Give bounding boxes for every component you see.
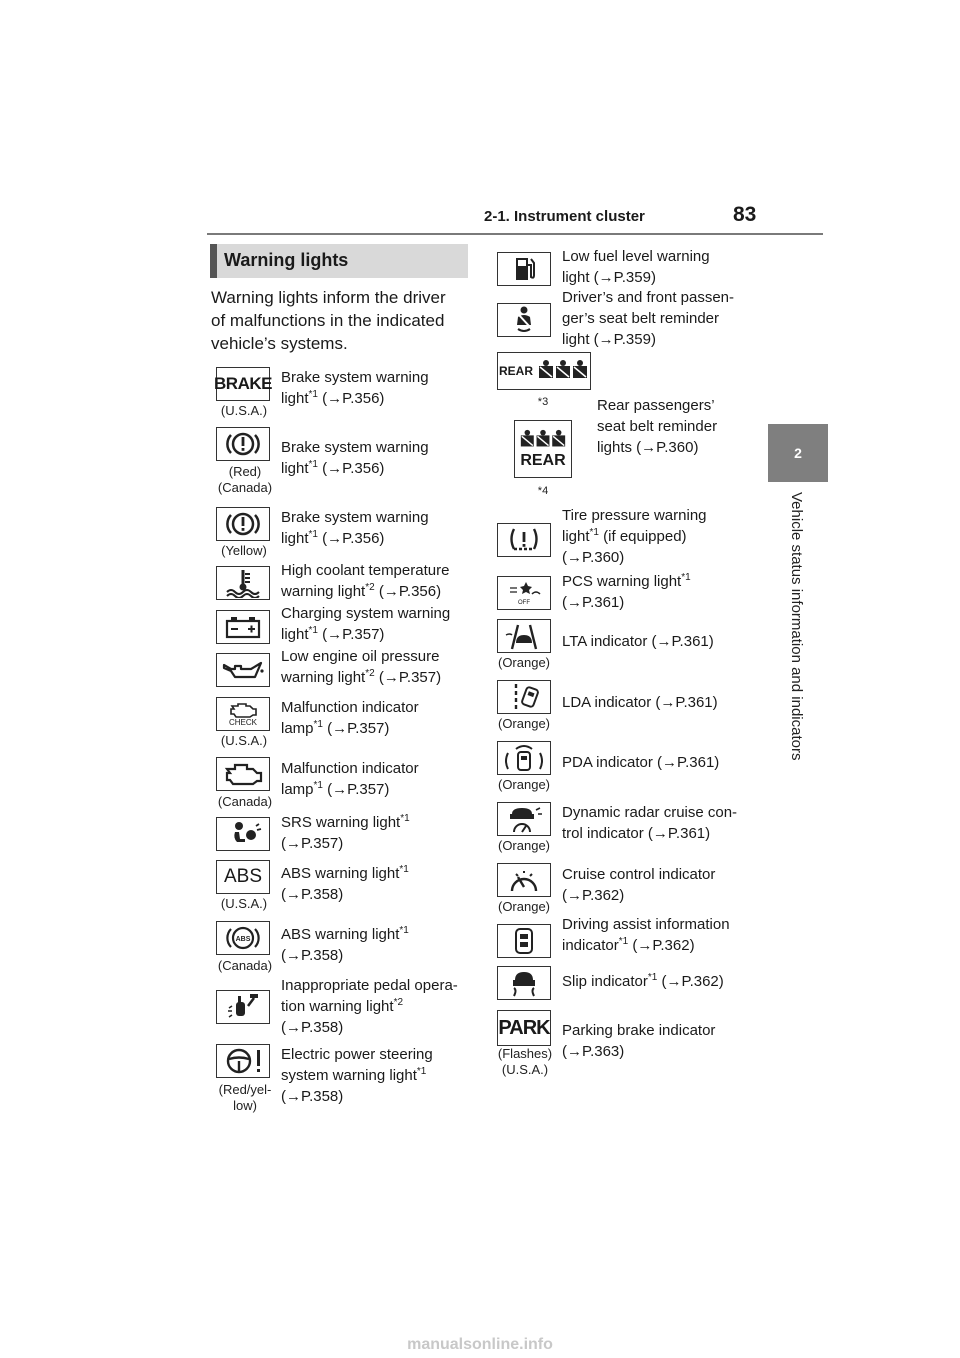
desc-line: Malfunction indicator (281, 760, 419, 777)
desc-line: Rear passengers’ (597, 397, 715, 414)
footnote-mark: *1 (618, 936, 629, 947)
desc-line: trol indicator (→P.361) (562, 825, 711, 842)
page-ref: (→P.358) (281, 947, 344, 964)
warning-description (281, 758, 481, 800)
footnote-mark: *2 (365, 668, 375, 679)
warning-description (281, 507, 481, 549)
cruise-control-icon (497, 863, 551, 897)
desc-line: PDA indicator (→P.361) (562, 754, 720, 771)
rear-seatbelt-icon (497, 352, 591, 390)
footnote-mark: *1 (416, 1066, 427, 1077)
lane-departure-icon (497, 680, 551, 714)
oil-can-icon (216, 653, 270, 687)
desc-line: tion warning light (281, 998, 394, 1015)
icon-label: ABS (235, 936, 251, 943)
page-ref: (→P.357) (322, 720, 390, 737)
footnote-caption: *3 (537, 396, 549, 408)
footnote-mark: *1 (308, 389, 318, 400)
seatbelt-icon (497, 303, 551, 337)
desc-line: Parking brake indicator (562, 1022, 716, 1039)
desc-line: system warning light (281, 1067, 417, 1084)
icon-caption: (Orange) (497, 655, 551, 670)
section-header-title: 2-1. Instrument cluster (484, 208, 645, 225)
intro-line: vehicle’s systems. (211, 334, 348, 353)
desc-line: light (562, 528, 590, 545)
footnote-mark: *2 (393, 997, 404, 1008)
page-ref: (→P.362) (657, 973, 724, 990)
brake-circle-warning-icon (216, 507, 270, 541)
desc-line: Driver’s and front passen- (562, 289, 735, 306)
footnote-mark: *1 (400, 813, 410, 824)
header-divider (207, 233, 823, 235)
page-ref: (→P.357) (317, 626, 385, 643)
pedal-warning-icon (216, 990, 270, 1024)
desc-line: light (→P.359) (562, 331, 656, 348)
icon-label: PARK (498, 1016, 550, 1039)
icon-caption: (Canada) (217, 794, 273, 809)
footnote-mark: *1 (308, 529, 318, 540)
desc-line: light (281, 530, 309, 547)
intro-line: of malfunctions in the indicated (211, 311, 445, 330)
icon-caption: (U.S.A.) (220, 896, 268, 911)
warning-description (562, 505, 762, 568)
desc-line: warning light (281, 669, 366, 686)
desc-line: Slip indicator (562, 973, 648, 990)
rear-seatbelt-icon (514, 420, 572, 478)
page-ref: (→P.357) (322, 781, 390, 798)
warning-description (562, 246, 762, 288)
icon-caption: (Flashes) (U.S.A.) (497, 1046, 553, 1077)
footnote-mark: *1 (647, 972, 658, 983)
desc-line: indicator (562, 937, 619, 954)
warning-description (281, 560, 481, 602)
chapter-tab: 2 (768, 424, 828, 482)
abs-text-icon (216, 860, 270, 894)
warning-description (597, 395, 797, 458)
desc-line: SRS warning light (281, 814, 401, 831)
page-ref: (→P.356) (374, 583, 442, 600)
icon-label: REAR (498, 364, 533, 378)
warning-description (562, 864, 762, 906)
footnote-mark: *1 (313, 719, 323, 730)
radar-cruise-icon (497, 802, 551, 836)
page-ref: (→P.358) (281, 1019, 344, 1036)
icon-caption: (U.S.A.) (220, 403, 268, 418)
warning-description (281, 924, 481, 966)
desc-line: Brake system warning (281, 369, 429, 386)
icon-caption: (Yellow) (221, 543, 267, 558)
driving-assist-icon (497, 924, 551, 958)
lane-tracing-icon (497, 619, 551, 653)
warning-description (281, 812, 481, 854)
pcs-off-icon (497, 576, 551, 610)
desc-line: light (281, 390, 309, 407)
icon-caption: (Orange) (497, 777, 551, 792)
desc-line: Driving assist information (562, 916, 730, 933)
icon-label: CHECK (228, 717, 257, 727)
section-intro (211, 286, 481, 355)
warning-description (562, 692, 762, 713)
desc-line: Brake system warning (281, 439, 429, 456)
icon-label: BRAKE (214, 374, 272, 393)
page-ref: (→P.357) (281, 835, 344, 852)
steering-wheel-warning-icon (216, 1044, 270, 1078)
warning-description (281, 1044, 481, 1107)
footnote-mark: *1 (308, 459, 318, 470)
section-heading (210, 244, 468, 278)
icon-label: REAR (520, 452, 566, 469)
desc-line: light (281, 626, 309, 643)
warning-description (562, 631, 762, 652)
brake-circle-warning-icon (216, 427, 270, 461)
airbag-icon (216, 817, 270, 851)
icon-caption: (Orange) (497, 838, 551, 853)
desc-line: light (→P.359) (562, 269, 656, 286)
slip-indicator-icon (497, 966, 551, 1000)
icon-label: OFF (518, 599, 530, 606)
footnote-mark: *1 (399, 864, 409, 875)
page-ref: (→P.362) (628, 937, 695, 954)
desc-line: warning light (281, 583, 366, 600)
coolant-temperature-icon (216, 566, 270, 600)
footnote-caption: *4 (537, 485, 549, 497)
desc-line: Cruise control indicator (562, 866, 716, 883)
page-ref: (→P.358) (281, 886, 344, 903)
check-engine-icon (216, 697, 270, 731)
icon-caption: (Canada) (217, 958, 273, 973)
desc-line: High coolant temperature (281, 562, 450, 579)
page-ref: (→P.356) (317, 390, 385, 407)
chapter-tab-label: Vehicle status information and indicators (788, 492, 805, 761)
desc-line: Dynamic radar cruise con- (562, 804, 738, 821)
warning-description (281, 975, 481, 1038)
warning-description (281, 863, 481, 905)
section-heading-label: Warning lights (224, 250, 349, 270)
warning-description (281, 603, 481, 645)
engine-icon (216, 757, 270, 791)
page-ref: (→P.361) (562, 594, 625, 611)
battery-icon (216, 610, 270, 644)
warning-description (562, 571, 762, 613)
desc-line: (→P.362) (562, 887, 625, 904)
warning-description (562, 287, 762, 350)
desc-line: Malfunction indicator (281, 699, 419, 716)
desc-line: seat belt reminder (597, 418, 718, 435)
desc-line: LTA indicator (→P.361) (562, 633, 714, 650)
desc-line: Electric power steering (281, 1046, 433, 1063)
page-ref: (→P.356) (317, 460, 385, 477)
desc-line: Charging system warning (281, 605, 451, 622)
intro-line: Warning lights inform the driver (211, 288, 446, 307)
desc-line: ger’s seat belt reminder (562, 310, 720, 327)
desc-line: Low engine oil pressure (281, 648, 440, 665)
abs-circle-icon (216, 921, 270, 955)
desc-line: Inappropriate pedal opera- (281, 977, 458, 994)
fuel-pump-icon (497, 252, 551, 286)
icon-caption: (U.S.A.) (220, 733, 268, 748)
brake-text-warning-icon (216, 367, 270, 401)
footnote-mark: *2 (365, 582, 375, 593)
page-ref: (→P.356) (317, 530, 385, 547)
footnote-mark: *1 (681, 572, 691, 583)
desc-line: (→P.363) (562, 1043, 625, 1060)
footnote-mark: *1 (308, 625, 318, 636)
footnote-mark: *1 (589, 527, 599, 538)
warning-description (562, 971, 762, 992)
desc-line: ABS warning light (281, 926, 400, 943)
desc-line: LDA indicator (→P.361) (562, 694, 718, 711)
warning-description (281, 367, 481, 409)
footnote-mark: *1 (399, 925, 409, 936)
desc-line: light (281, 460, 309, 477)
warning-description (281, 646, 481, 688)
desc-line: Tire pressure warning (562, 507, 707, 524)
warning-description (281, 697, 481, 739)
page-ref: (→P.360) (562, 549, 625, 566)
desc-line: lamp (281, 781, 314, 798)
warning-description (562, 752, 762, 773)
page-number: 83 (733, 203, 757, 226)
footnote-mark: *1 (313, 780, 323, 791)
icon-caption: (Red/yel- low) (218, 1082, 272, 1113)
desc-line: Brake system warning (281, 509, 429, 526)
desc-line: Low fuel level warning (562, 248, 710, 265)
icon-caption: (Orange) (497, 716, 551, 731)
page-ref: (→P.358) (281, 1088, 344, 1105)
parking-brake-icon (497, 1010, 551, 1046)
desc-line: lights (→P.360) (597, 439, 699, 456)
tire-pressure-icon (497, 523, 551, 557)
desc-line: ABS warning light (281, 865, 400, 882)
icon-label: ABS (223, 866, 263, 887)
warning-description (281, 437, 481, 479)
icon-caption: (Orange) (497, 899, 551, 914)
proactive-driving-icon (497, 741, 551, 775)
warning-description (562, 1020, 762, 1062)
watermark: manualsonline.info (407, 1336, 553, 1353)
warning-description (562, 914, 762, 956)
icon-caption: (Red) (Canada) (217, 464, 273, 495)
section-heading-mark (210, 244, 217, 278)
page-ref: (if equipped) (598, 528, 687, 545)
desc-line: PCS warning light (562, 573, 682, 590)
desc-line: lamp (281, 720, 314, 737)
warning-description (562, 802, 762, 844)
page-ref: (→P.357) (374, 669, 442, 686)
